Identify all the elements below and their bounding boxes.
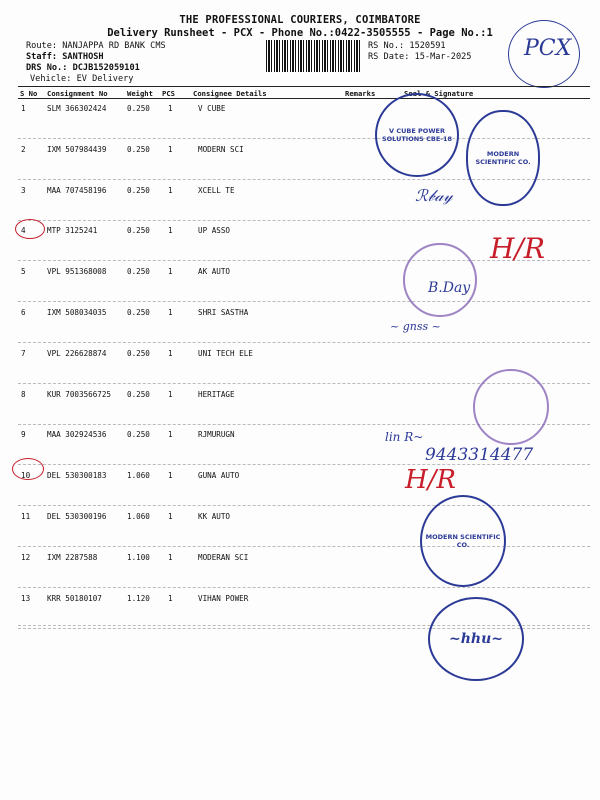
barcode [266, 40, 360, 72]
row-weight: 0.250 [127, 185, 150, 195]
row-pcs: 1 [168, 226, 173, 236]
hr-mark-1: H/R [490, 232, 545, 265]
row-consignment: MAA 302924536 [47, 430, 107, 440]
modern-scientific-stamp-2 [420, 495, 506, 587]
col-remarks: Remarks [345, 89, 376, 98]
pcx-handwritten: PCX [524, 36, 572, 61]
row-consignee: KK AUTO [198, 512, 231, 521]
col-sno: S No [20, 89, 38, 98]
row-pcs: 1 [168, 104, 173, 113]
signature-row3: ℛ𝒷𝒶𝓎 [415, 186, 453, 205]
row-consignee: SHRI SASTHA [198, 308, 249, 317]
modern-stamp-text-2: MODERN SCIENTIFIC CO. [425, 533, 501, 549]
row-pcs: 1 [168, 593, 173, 603]
signature-row9: lin R~ [385, 430, 424, 444]
vihan-power-stamp [428, 597, 524, 681]
row-weight: 0.250 [127, 348, 150, 358]
row-consignee: HERITAGE [198, 389, 235, 399]
row-pcs: 1 [168, 552, 173, 562]
drs-number: DRS No.: DCJB152059101 [26, 63, 140, 73]
row-separator [18, 505, 590, 506]
row-sno: 12 [21, 552, 31, 562]
row-weight: 0.250 [127, 104, 150, 113]
row-weight: 1.120 [127, 593, 150, 603]
col-consignment: Consignment No [47, 89, 108, 98]
row-sno: 13 [21, 593, 31, 603]
row-separator [18, 220, 590, 221]
row-sno: 1 [21, 104, 26, 113]
col-weight: Weight [127, 89, 153, 98]
row-weight: 0.250 [127, 144, 150, 154]
v-cube-stamp [375, 93, 459, 177]
row-consignee: GUNA AUTO [198, 471, 240, 481]
circle-mark-10 [12, 458, 44, 480]
col-pcs: PCS [162, 89, 175, 98]
row-consignee: UP ASSO [198, 226, 231, 236]
row-sno: 5 [21, 267, 26, 277]
signature-row7: ~ gnss ~ [390, 320, 441, 333]
row-consignment: IXM 507984439 [47, 144, 107, 154]
row-consignment: KUR 7003566725 [47, 389, 112, 399]
modern-scientific-stamp-1 [466, 110, 540, 206]
col-signature: Seal & Signature [404, 89, 474, 98]
row-consignee: V CUBE [198, 104, 226, 113]
row-consignee: MODERN SCI [198, 144, 244, 154]
row-sno: 8 [21, 389, 26, 399]
row-pcs: 1 [168, 430, 173, 440]
modern-stamp-text-1: MODERN SCIENTIFIC CO. [475, 150, 531, 166]
row-consignment: VPL 226628874 [47, 348, 107, 358]
row-consignee: AK AUTO [198, 267, 231, 277]
staff-label: Staff: SANTHOSH [26, 52, 104, 62]
table-row [18, 471, 590, 511]
table-row [18, 308, 590, 348]
violet-stamp-row8 [473, 369, 549, 445]
row-consignment: MTP 3125241 [47, 226, 98, 236]
row-pcs: 1 [168, 185, 173, 195]
row-sno: 9 [21, 430, 26, 440]
row-sno: 10 [21, 471, 31, 481]
circle-mark-4 [15, 219, 45, 239]
row-pcs: 1 [168, 389, 173, 399]
row-weight: 1.060 [127, 471, 150, 481]
row-separator [18, 342, 590, 343]
row-sno: 6 [21, 308, 26, 317]
row-sno: 2 [21, 144, 26, 154]
row-weight: 0.250 [127, 389, 150, 399]
row-weight: 1.100 [127, 552, 150, 562]
v-cube-stamp-text: V CUBE POWER SOLUTIONS CBE-18 [381, 127, 453, 143]
row-weight: 0.250 [127, 430, 150, 440]
row-consignee: XCELL TE [198, 185, 235, 195]
rs-date: RS Date: 15-Mar-2025 [368, 52, 472, 62]
col-consignee: Consignee Details [193, 89, 267, 98]
row-consignment: MAA 707458196 [47, 185, 107, 195]
phone-note: 9443314477 [425, 445, 534, 465]
row-sno: 11 [21, 512, 31, 521]
row-consignment: IXM 508034035 [47, 308, 107, 317]
row-consignment: DEL 530300196 [47, 512, 107, 521]
row-sno: 4 [21, 226, 26, 236]
row-pcs: 1 [168, 144, 173, 154]
table-row [18, 267, 590, 307]
row-consignment: SLM 366302424 [47, 104, 107, 113]
row-consignee: VIHAN POWER [198, 593, 249, 603]
row-separator [18, 587, 590, 588]
row-consignee: UNI TECH ELE [198, 348, 253, 358]
company-title: THE PROFESSIONAL COURIERS, COIMBATORE [179, 14, 421, 26]
route-label: Route: NANJAPPA RD BANK CMS [26, 41, 166, 51]
row-consignment: DEL 530300183 [47, 471, 107, 481]
row-consignee: RJMURUGN [198, 430, 235, 440]
hr-mark-2: H/R [405, 465, 457, 495]
row-pcs: 1 [168, 267, 173, 277]
row-weight: 0.250 [127, 308, 150, 317]
row-sno: 3 [21, 185, 26, 195]
vehicle-label: Vehicle: EV Delivery [30, 74, 134, 84]
runsheet-subtitle: Delivery Runsheet - PCX - Phone No.:0422-3505555 - Page No.:1 [107, 27, 493, 39]
row-consignee: MODERAN SCI [198, 552, 249, 562]
row-pcs: 1 [168, 512, 173, 521]
row-pcs: 1 [168, 348, 173, 358]
table-top-rule [18, 86, 590, 87]
row-separator [18, 301, 590, 302]
row-consignment: IXM 2287588 [47, 552, 98, 562]
table-header-rule [18, 98, 590, 99]
signature-row6: B.Day [428, 280, 471, 296]
row-weight: 0.250 [127, 267, 150, 277]
row-weight: 1.060 [127, 512, 150, 521]
row-pcs: 1 [168, 471, 173, 481]
vihan-stamp-signature: ~hhu~ [449, 631, 503, 647]
row-consignment: VPL 951368008 [47, 267, 107, 277]
row-pcs: 1 [168, 308, 173, 317]
row-sno: 7 [21, 348, 26, 358]
rs-number: RS No.: 1520591 [368, 41, 446, 51]
table-row [18, 553, 590, 593]
row-weight: 0.250 [127, 226, 150, 236]
row-consignment: KRR 50180107 [47, 593, 102, 603]
